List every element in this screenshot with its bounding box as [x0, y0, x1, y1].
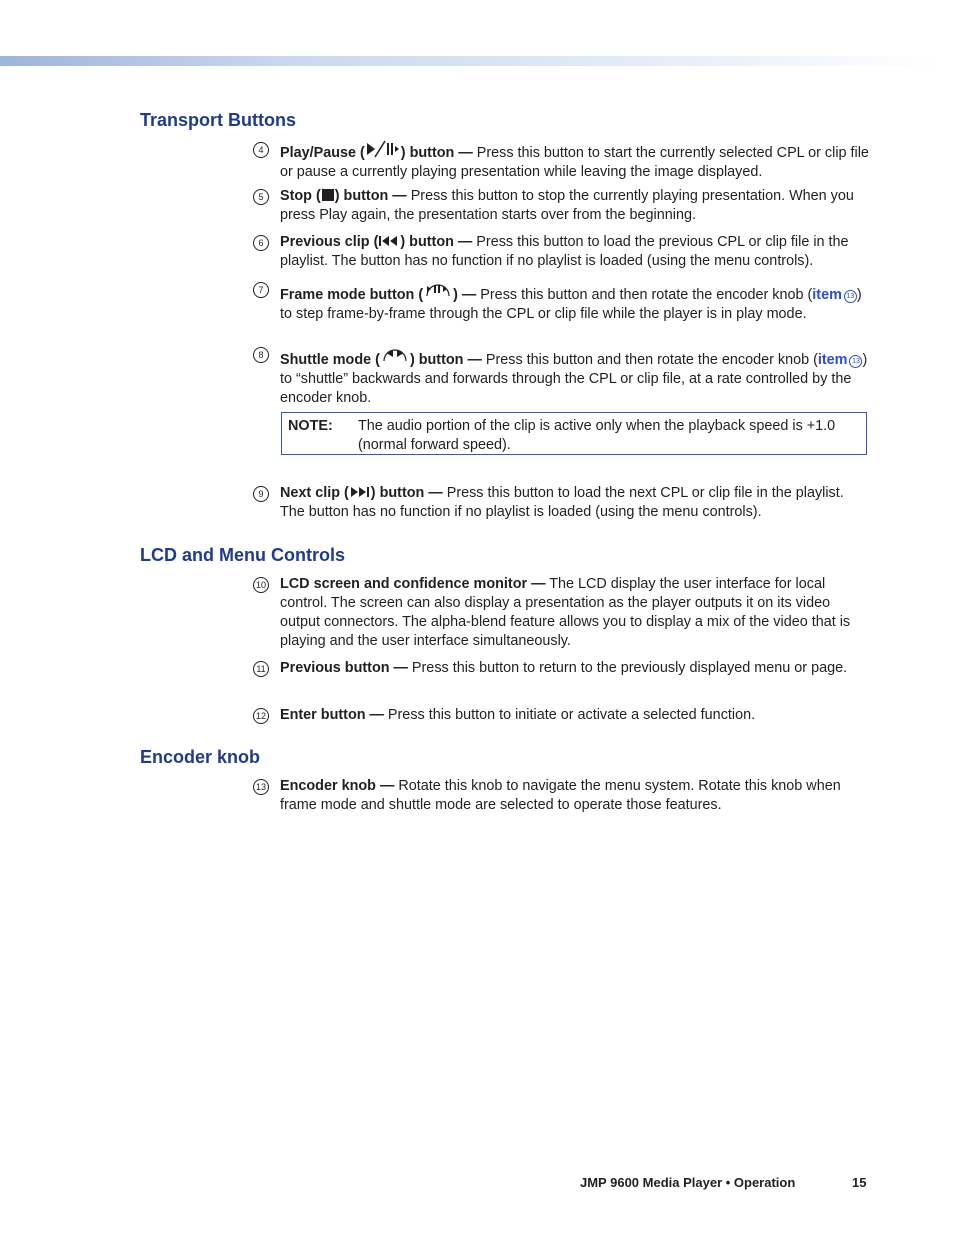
- item-number: 9: [253, 486, 269, 502]
- item-number: 12: [253, 708, 269, 724]
- note-text: The audio portion of the clip is active only when the playback speed is +1.0 (normal forward speed).: [358, 418, 836, 453]
- note-box: [281, 412, 867, 455]
- item-number: 6: [253, 235, 269, 251]
- header-gradient-bar: [0, 56, 940, 66]
- list-item-stop: 5 Stop ( ) button — Press this button to stop the currently playing presentation. When you press Play again, the presentation starts over from the beginning.: [253, 187, 869, 225]
- list-item-enter-button: 12 Enter button — Press this button to initiate or activate a selected function.: [253, 706, 869, 725]
- footer-title: JMP 9600 Media Player • Operation: [580, 1175, 796, 1190]
- play-pause-icon: [365, 140, 401, 160]
- item-number: 13: [253, 779, 269, 795]
- stop-icon: [321, 187, 335, 203]
- list-item-play-pause: 4 Play/Pause ( ) button — Press this button to start the currently selected CPL or clip file or pause a currently playing presentation while leaving the image displayed.: [253, 140, 869, 182]
- item-number: 4: [253, 142, 269, 158]
- page-number: 15: [852, 1175, 867, 1190]
- item-number: 5: [253, 189, 269, 205]
- item-reference-number: 13: [844, 290, 857, 303]
- list-item-shuttle-mode: 8 Shuttle mode ( ) button — Press this button and then rotate the encoder knob (item 13 ) to “shuttle” backwards and forwards through the CPL or clip file, at a rate controlled by the encoder knob.: [253, 345, 869, 408]
- list-item-lcd-screen: 10 LCD screen and confidence monitor — The LCD display the user interface for local control. The screen can also display a presentation as the player outputs it on its video output connectors. The alpha-blend feature allows you to display a mix of the video that is playing and the user interface simultaneously.: [253, 575, 869, 651]
- item-reference-link[interactable]: item: [817, 352, 848, 368]
- section-heading-encoder: Encoder knob: [140, 747, 261, 767]
- list-item-frame-mode: 7 Frame mode button ( ) — Press this button and then rotate the encoder knob (item 13 ) to step frame-by-frame through the CPL or clip file while the player is in play mode.: [253, 280, 869, 324]
- item-number: 7: [253, 282, 269, 298]
- item-number: 10: [253, 577, 269, 593]
- section-heading-transport: Transport Buttons: [140, 110, 296, 130]
- shuttle-mode-icon: [380, 345, 410, 367]
- list-item-previous-button: 11 Previous button — Press this button to return to the previously displayed menu or page.: [253, 659, 869, 678]
- section-heading-lcd: LCD and Menu Controls: [140, 545, 345, 565]
- item-reference-link[interactable]: item: [812, 287, 842, 303]
- item-number: 8: [253, 347, 269, 363]
- list-item-previous-clip: 6 Previous clip ( ) button — Press this button to load the previous CPL or clip file in the playlist. The button has no function if no playlist is loaded (using the menu controls).: [253, 233, 869, 271]
- item-reference-number: 13: [849, 355, 862, 368]
- item-number: 11: [253, 661, 269, 677]
- next-clip-icon: [349, 484, 371, 500]
- frame-mode-icon: [423, 280, 453, 302]
- previous-clip-icon: [378, 233, 400, 249]
- note-label: NOTE:: [288, 418, 333, 434]
- list-item-encoder-knob: 13 Encoder knob — Rotate this knob to navigate the menu system. Rotate this knob when frame mode and shuttle mode are selected to operate those features.: [253, 777, 869, 815]
- list-item-next-clip: 9 Next clip ( ) button — Press this button to load the next CPL or clip file in the playlist. The button has no function if no playlist is loaded (using the menu controls).: [253, 484, 869, 522]
